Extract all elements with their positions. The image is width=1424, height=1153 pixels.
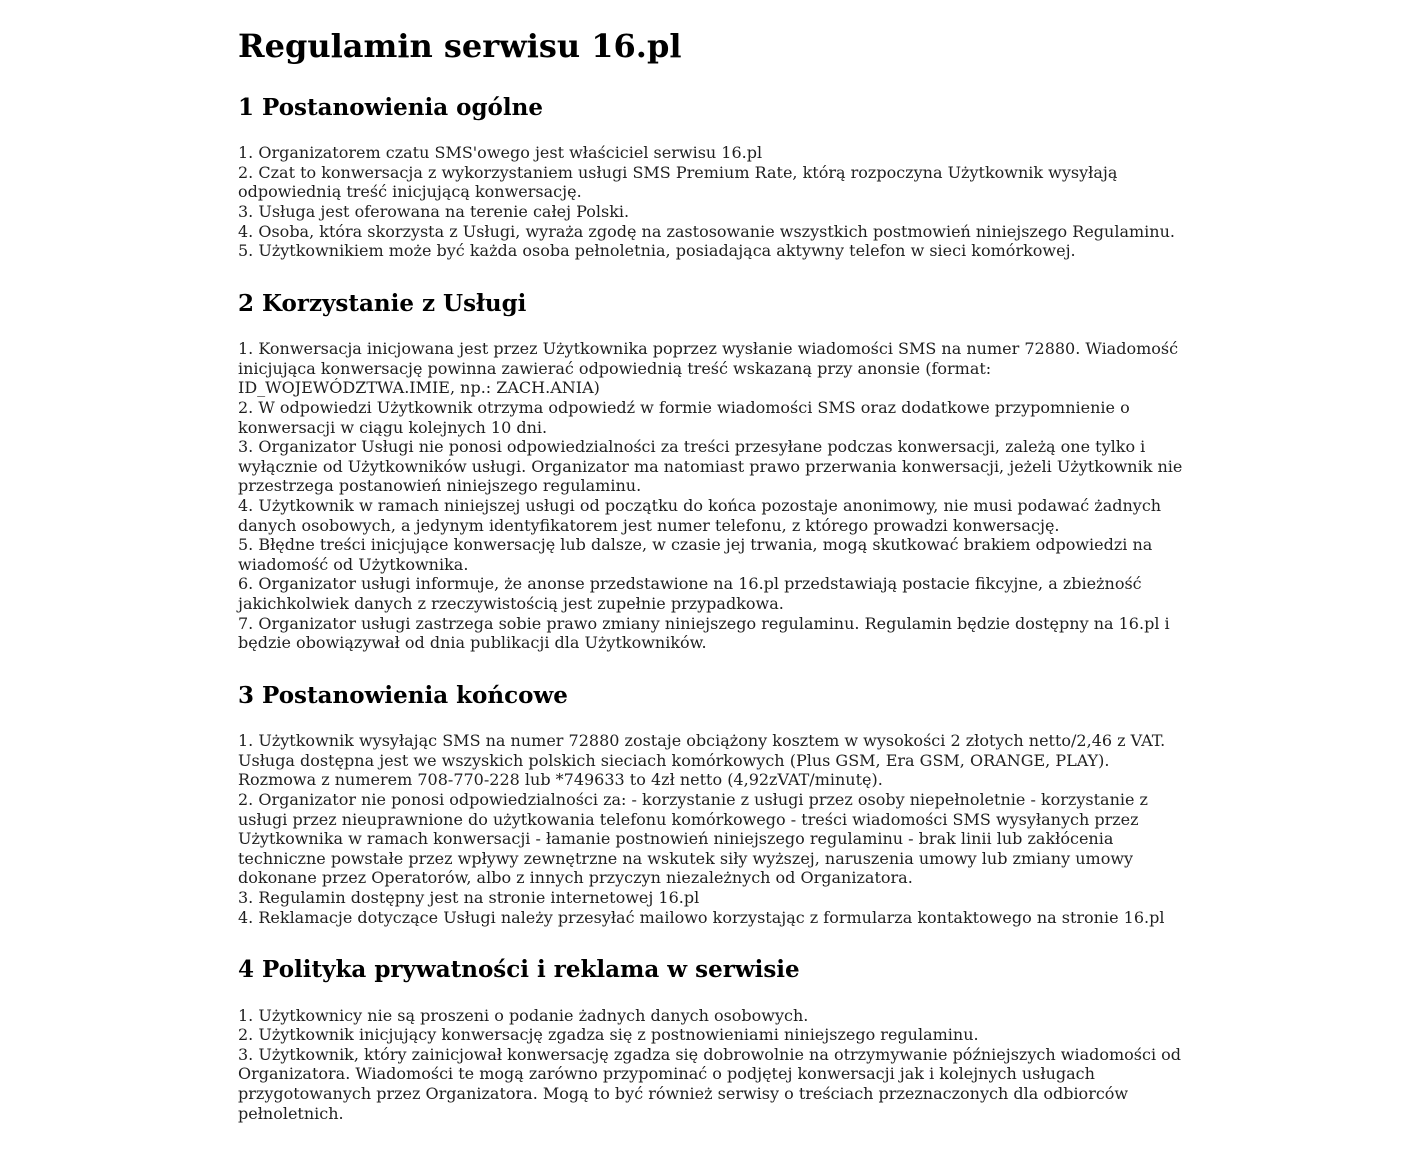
terms-item: 6. Organizator usługi informuje, że anonse przedstawione na 16.pl przedstawiają postacie fikcyjne, a zbieżność jakichkolwiek danych z rzeczywistością jest zupełnie przypadkowa. [238,574,1142,613]
terms-item: 3. Organizator Usługi nie ponosi odpowiedzialności za treści przesyłane podczas konwersacji, zależą one tylko i wyłącznie od Użytkowników usługi. Organizator ma natomiast prawo przerwania konwersacji, jeżeli Użytkownik nie przestrzega postanowień niniejszego regulaminu. [238,437,1183,496]
terms-item: 5. Użytkownikiem może być każda osoba pełnoletnia, posiadająca aktywny telefon w sieci komórkowej. [238,241,1076,261]
terms-item: 3. Użytkownik, który zainicjował konwersację zgadza się dobrowolnie na otrzymywanie późniejszych wiadomości od Organizatora. Wiadomości te mogą zarówno przypominać o podjętej konwersacji jak i kolejnych usługach przygotowanych przez Organizatora. Mogą to być również serwisy o treściach przeznaczonych dla odbiorców pełnoletnich. [238,1044,1182,1123]
terms-item: 3. Usługa jest oferowana na terenie całej Polski. [238,202,630,222]
terms-item: 1. Użytkownik wysyłając SMS na numer 72880 zostaje obciążony kosztem w wysokości 2 złotych netto/2,46 z VAT. Usługa dostępna jest we wszyskich polskich sieciach komórkowych (Plus GSM, Era GSM, ORANGE, PLAY). Rozmowa z numerem 708-770-228 lub *749633 to 4zł netto (4,92zVAT/minutę). [238,731,1166,790]
terms-item: 2. W odpowiedzi Użytkownik otrzyma odpowiedź w formie wiadomości SMS oraz dodatkowe przypomnienie o konwersacji w ciągu kolejnych 10 dni. [238,398,1130,437]
terms-item: 4. Reklamacje dotyczące Usługi należy przesyłać mailowo korzystając z formularza kontaktowego na stronie 16.pl [238,907,1165,927]
section-heading: 2 Korzystanie z Usługi [238,289,527,317]
section-general-provisions [238,95,1186,261]
terms-item: 1. Konwersacja inicjowana jest przez Użytkownika poprzez wysłanie wiadomości SMS na numer 72880. Wiadomość inicjująca konwersację powinna zawierać odpowiednią treść wskazaną przy anonsie (format: ID_WOJEWÓDZTWA.IMIE, np.: ZACH.ANIA) [238,339,1179,398]
terms-item: 2. Czat to konwersacja z wykorzystaniem usługi SMS Premium Rate, którą rozpoczyna Użytkownik wysyłają odpowiednią treść inicjującą konwersację. [238,162,1118,202]
terms-item: 5. Błędne treści inicjujące konwersację lub dalsze, w czasie jej trwania, mogą skutkować brakiem odpowiedzi na wiadomość od Użytkownika. [238,535,1153,574]
terms-item: 2. Organizator nie ponosi odpowiedzialności za: - korzystanie z usługi przez osoby niepełnoletnie - korzystanie z usługi przez nieuprawnione do użytkowania telefonu komórkowego - treści wiadomości SMS wysyłanych przez Użytkownika w ramach konwersacji - łamanie postnowień niniejszego regulaminu - brak linii lub zakłócenia techniczne powstałe przez wpływy zewnętrzne na wskutek siły wyższej, naruszenia umowy lub zmiany umowy dokonane przez Operatorów, albo z innych przyczyn niezależnych od Organizatora. [238,789,1148,888]
page-title: Regulamin serwisu 16.pl [238,27,682,65]
section-using-the-service [238,291,1186,653]
terms-item: 2. Użytkownik inicjujący konwersację zgadza się z postnowieniami niniejszego regulaminu. [238,1025,979,1045]
terms-item: 4. Osoba, która skorzysta z Usługi, wyraża zgodę na zastosowanie wszystkich postmowień niniejszego Regulaminu. [238,221,1175,241]
section-heading: 4 Polityka prywatności i reklama w serwisie [238,956,800,984]
section-heading: 1 Postanowienia ogólne [238,93,543,121]
section-privacy-policy [238,957,1186,1123]
terms-item: 1. Użytkownicy nie są proszeni o podanie żadnych danych osobowych. [238,1005,809,1025]
terms-item: 7. Organizator usługi zastrzega sobie prawo zmiany niniejszego regulaminu. Regulamin będzie dostępny na 16.pl i będzie obowiązywał od dnia publikacji dla Użytkowników. [238,613,1170,653]
terms-item: 4. Użytkownik w ramach niniejszej usługi od początku do końca pozostaje anonimowy, nie musi podawać żadnych danych osobowych, a jedynym identyfikatorem jest numer telefonu, z którego prowadzi konwersację. [238,495,1162,535]
terms-item: 3. Regulamin dostępny jest na stronie internetowej 16.pl [238,887,700,907]
terms-document [238,0,1186,1153]
section-final-provisions [238,683,1186,927]
terms-item: 1. Organizatorem czatu SMS'owego jest właściciel serwisu 16.pl [238,143,763,163]
section-heading: 3 Postanowienia końcowe [238,681,568,709]
